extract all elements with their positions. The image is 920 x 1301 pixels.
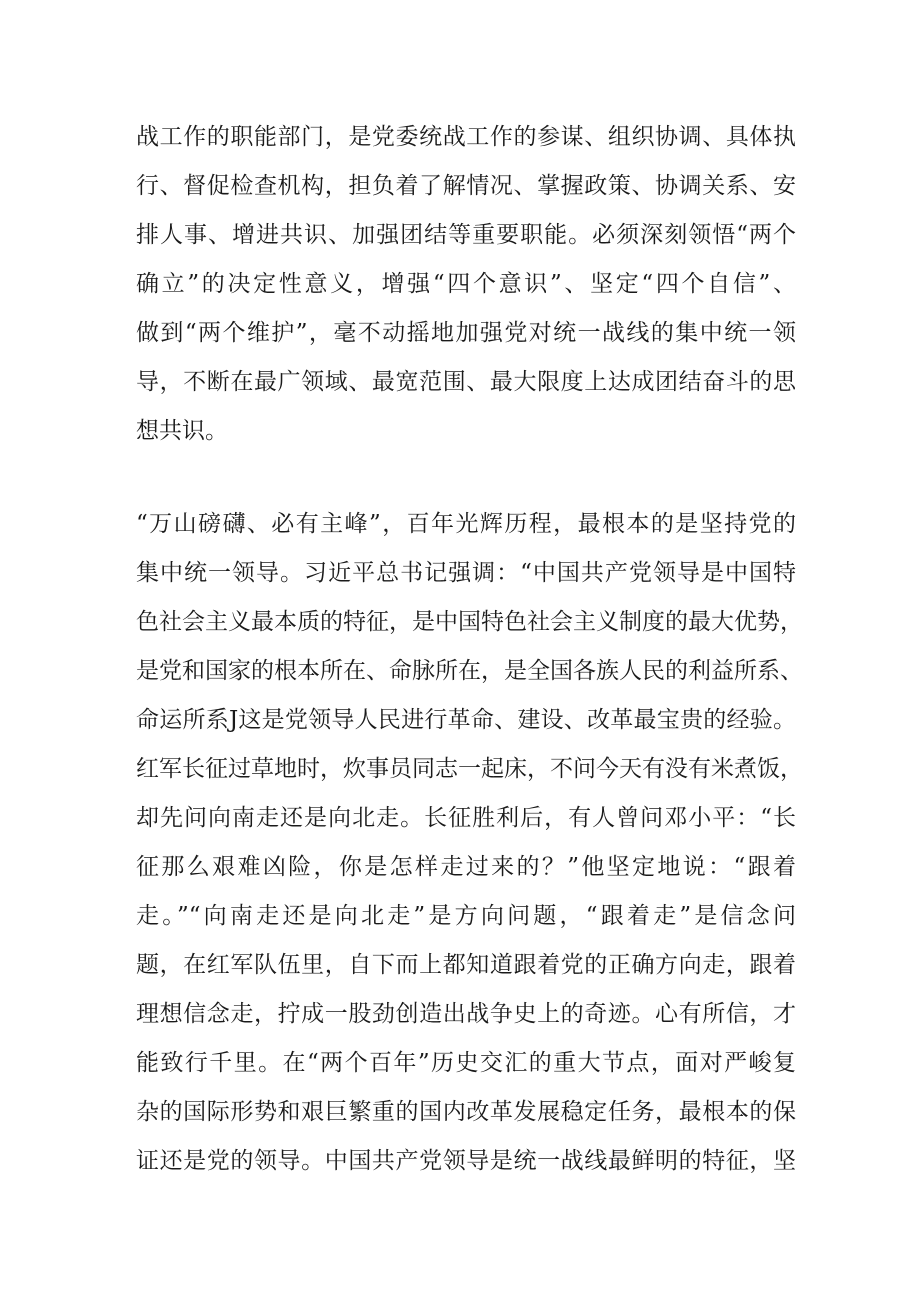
paragraph-1-line-5: 做到“两个维护”，毫不动摇地加强党对统一战线的集中统一领 (136, 320, 796, 346)
paragraph-1-line-4: 确立”的决定性意义，增强“四个意识”、坚定“四个自信”、 (136, 271, 796, 297)
paragraph-2-line-1: “万山磅礴、必有主峰”，百年光辉历程，最根本的是坚持党的 (136, 511, 796, 537)
paragraph-2-line-2: 集中统一领导。习近平总书记强调：“中国共产党领导是中国特 (136, 560, 796, 586)
paragraph-2-line-4: 是党和国家的根本所在、命脉所在，是全国各族人民的利益所系、 (136, 658, 803, 684)
paragraph-2-line-7: 却先问向南走还是向北走。长征胜利后，有人曾问邓小平：“长 (136, 805, 796, 831)
paragraph-2-line-6: 红军长征过草地时，炊事员同志一起床，不问今天有没有米煮饭， (136, 756, 803, 782)
paragraph-1-line-1: 战工作的职能部门，是党委统战工作的参谋、组织协调、具体执 (136, 124, 796, 150)
paragraph-2-line-13: 杂的国际形势和艰巨繁重的国内改革发展稳定任务，最根本的保 (136, 1099, 796, 1125)
paragraph-2-line-9: 走。”“向南走还是向北走”是方向问题，“跟着走”是信念问 (136, 903, 796, 929)
paragraph-1-line-6: 导，不断在最广领域、最宽范围、最大限度上达成团结奋斗的思 (136, 369, 796, 395)
paragraph-2-line-3: 色社会主义最本质的特征，是中国特色社会主义制度的最大优势， (136, 609, 803, 635)
paragraph-2-line-10: 题，在红军队伍里，自下而上都知道跟着党的正确方向走，跟着 (136, 952, 796, 978)
paragraph-2-line-8: 征那么艰难凶险，你是怎样走过来的？”他坚定地说：“跟着 (136, 854, 796, 880)
paragraph-1-line-7: 想共识。 (136, 418, 228, 444)
paragraph-2-line-12: 能致行千里。在“两个百年”历史交汇的重大节点，面对严峻复 (136, 1050, 796, 1076)
paragraph-2-line-11: 理想信念走，拧成一股劲创造出战争史上的奇迹。心有所信，才 (136, 1001, 796, 1027)
paragraph-1-line-3: 排人事、增进共识、加强团结等重要职能。必须深刻领悟“两个 (136, 222, 796, 248)
paragraph-2-line-5: 命运所系J这是党领导人民进行革命、建设、改革最宝贵的经验。 (136, 707, 796, 733)
paragraph-2-line-14: 证还是党的领导。中国共产党领导是统一战线最鲜明的特征，坚 (136, 1148, 796, 1174)
paragraph-1-line-2: 行、督促检查机构，担负着了解情况、掌握政策、协调关系、安 (136, 173, 796, 199)
